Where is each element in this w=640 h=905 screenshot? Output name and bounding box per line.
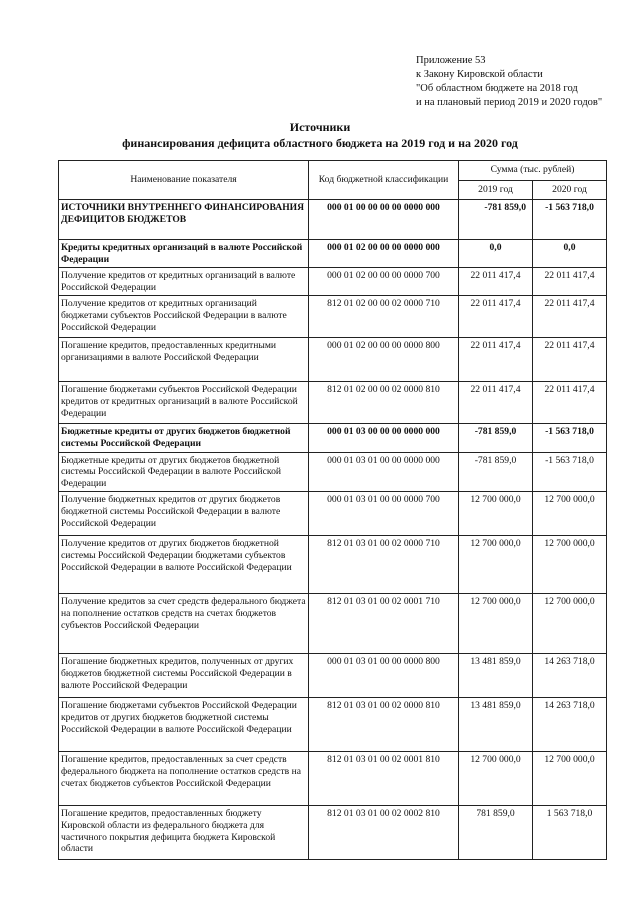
row-code: 000 01 03 01 00 00 0000 800 xyxy=(309,654,459,698)
annex-line-2: к Закону Кировской области xyxy=(416,69,543,80)
row-name: Погашение кредитов, предоставленных кредитными организациями в валюте Российской Федерации xyxy=(59,338,309,382)
row-value-2020: 12 700 000,0 xyxy=(533,492,607,536)
annex-block xyxy=(416,54,602,110)
row-code: 000 01 03 00 00 00 0000 000 xyxy=(309,424,459,452)
row-value-2019: 12 700 000,0 xyxy=(459,594,533,654)
row-value-2020: 22 011 417,4 xyxy=(533,296,607,338)
document-subtitle: финансирования дефицита областного бюджета на 2019 год и на 2020 год xyxy=(122,136,518,150)
row-value-2020: 0,0 xyxy=(533,240,607,268)
row-code: 812 01 03 01 00 02 0001 710 xyxy=(309,594,459,654)
header-sum: Сумма (тыс. рублей) xyxy=(459,161,607,181)
row-value-2019: 13 481 859,0 xyxy=(459,654,533,698)
row-code: 812 01 03 01 00 02 0000 810 xyxy=(309,698,459,752)
sources-table xyxy=(58,160,607,860)
table-row xyxy=(59,382,607,424)
row-value-2019: -781 859,0 xyxy=(459,200,533,240)
table-row xyxy=(59,698,607,752)
table-row xyxy=(59,594,607,654)
row-value-2020: -1 563 718,0 xyxy=(533,424,607,452)
row-code: 000 01 02 00 00 00 0000 700 xyxy=(309,268,459,296)
header-2019: 2019 год xyxy=(459,180,533,200)
row-name: Бюджетные кредиты от других бюджетов бюджетной системы Российской Федерации в валюте Российской Федерации xyxy=(59,452,309,492)
table-row xyxy=(59,424,607,452)
row-code: 812 01 03 01 00 02 0001 810 xyxy=(309,752,459,806)
row-name: Получение бюджетных кредитов от других бюджетов бюджетной системы Российской Федерации в валюте Российской Федерации xyxy=(59,492,309,536)
row-value-2019: 22 011 417,4 xyxy=(459,338,533,382)
row-value-2019: 0,0 xyxy=(459,240,533,268)
row-code: 000 01 02 00 00 00 0000 000 xyxy=(309,240,459,268)
row-value-2019: 22 011 417,4 xyxy=(459,268,533,296)
header-name: Наименование показателя xyxy=(59,161,309,200)
row-code: 000 01 03 01 00 00 0000 700 xyxy=(309,492,459,536)
row-name: Бюджетные кредиты от других бюджетов бюджетной системы Российской Федерации xyxy=(59,424,309,452)
table-row xyxy=(59,492,607,536)
row-value-2020: 22 011 417,4 xyxy=(533,382,607,424)
row-value-2019: 22 011 417,4 xyxy=(459,382,533,424)
row-value-2020: 22 011 417,4 xyxy=(533,268,607,296)
annex-line-4: и на плановый период 2019 и 2020 годов" xyxy=(416,97,603,108)
row-value-2020: 14 263 718,0 xyxy=(533,698,607,752)
table-row xyxy=(59,654,607,698)
row-value-2019: 13 481 859,0 xyxy=(459,698,533,752)
header-2020: 2020 год xyxy=(533,180,607,200)
table-row xyxy=(59,200,607,240)
document-title: Источники xyxy=(289,120,351,134)
row-value-2020: 1 563 718,0 xyxy=(533,806,607,860)
table-row xyxy=(59,752,607,806)
row-name: Кредиты кредитных организаций в валюте Российской Федерации xyxy=(59,240,309,268)
row-value-2019: 22 011 417,4 xyxy=(459,296,533,338)
row-value-2019: 12 700 000,0 xyxy=(459,536,533,594)
row-name: Получение кредитов за счет средств федерального бюджета на пополнение остатков средств на счетах бюджетов субъектов Российской Федерации xyxy=(59,594,309,654)
table-row xyxy=(59,338,607,382)
row-code: 812 01 02 00 00 02 0000 810 xyxy=(309,382,459,424)
header-code: Код бюджетной классификации xyxy=(309,161,459,200)
table-row xyxy=(59,296,607,338)
row-value-2020: 14 263 718,0 xyxy=(533,654,607,698)
annex-line-1: Приложение 53 xyxy=(416,55,486,66)
row-name: Погашение бюджетами субъектов Российской Федерации кредитов от других бюджетов бюджетной системы Российской Федерации в валюте Российской Федерации xyxy=(59,698,309,752)
table-row xyxy=(59,452,607,492)
row-code: 812 01 03 01 00 02 0000 710 xyxy=(309,536,459,594)
row-name: Погашение бюджетных кредитов, полученных от других бюджетов бюджетной системы Российской Федерации в валюте Российской Федерации xyxy=(59,654,309,698)
row-code: 000 01 00 00 00 00 0000 000 xyxy=(309,200,459,240)
table-row xyxy=(59,268,607,296)
row-name: ИСТОЧНИКИ ВНУТРЕННЕГО ФИНАНСИРОВАНИЯ ДЕФИЦИТОВ БЮДЖЕТОВ xyxy=(59,200,309,240)
row-value-2020: 12 700 000,0 xyxy=(533,594,607,654)
row-value-2019: 12 700 000,0 xyxy=(459,752,533,806)
row-value-2019: -781 859,0 xyxy=(459,424,533,452)
row-value-2020: 12 700 000,0 xyxy=(533,536,607,594)
annex-line-3: "Об областном бюджете на 2018 год xyxy=(416,83,578,94)
row-value-2020: -1 563 718,0 xyxy=(533,200,607,240)
row-value-2019: -781 859,0 xyxy=(459,452,533,492)
row-value-2020: 22 011 417,4 xyxy=(533,338,607,382)
row-value-2019: 781 859,0 xyxy=(459,806,533,860)
row-code: 000 01 03 01 00 00 0000 000 xyxy=(309,452,459,492)
table-row xyxy=(59,240,607,268)
row-name: Получение кредитов от кредитных организаций в валюте Российской Федерации xyxy=(59,268,309,296)
table-row xyxy=(59,806,607,860)
row-code: 812 01 02 00 00 02 0000 710 xyxy=(309,296,459,338)
row-code: 000 01 02 00 00 00 0000 800 xyxy=(309,338,459,382)
row-value-2019: 12 700 000,0 xyxy=(459,492,533,536)
row-value-2020: -1 563 718,0 xyxy=(533,452,607,492)
row-code: 812 01 03 01 00 02 0002 810 xyxy=(309,806,459,860)
row-name: Погашение бюджетами субъектов Российской Федерации кредитов от кредитных организаций в валюте Российской Федерации xyxy=(59,382,309,424)
table-row xyxy=(59,536,607,594)
row-name: Погашение кредитов, предоставленных бюджету Кировской области из федерального бюджета для частичного покрытия дефицита бюджета Кировской области xyxy=(59,806,309,860)
row-name: Погашение кредитов, предоставленных за счет средств федерального бюджета на пополнение остатков средств на счетах бюджетов субъектов Российской Федерации xyxy=(59,752,309,806)
row-name: Получение кредитов от кредитных организаций бюджетами субъектов Российской Федерации в валюте Российской Федерации xyxy=(59,296,309,338)
row-value-2020: 12 700 000,0 xyxy=(533,752,607,806)
row-name: Получение кредитов от других бюджетов бюджетной системы Российской Федерации бюджетами субъектов Российской Федерации в валюте Российской Федерации xyxy=(59,536,309,594)
